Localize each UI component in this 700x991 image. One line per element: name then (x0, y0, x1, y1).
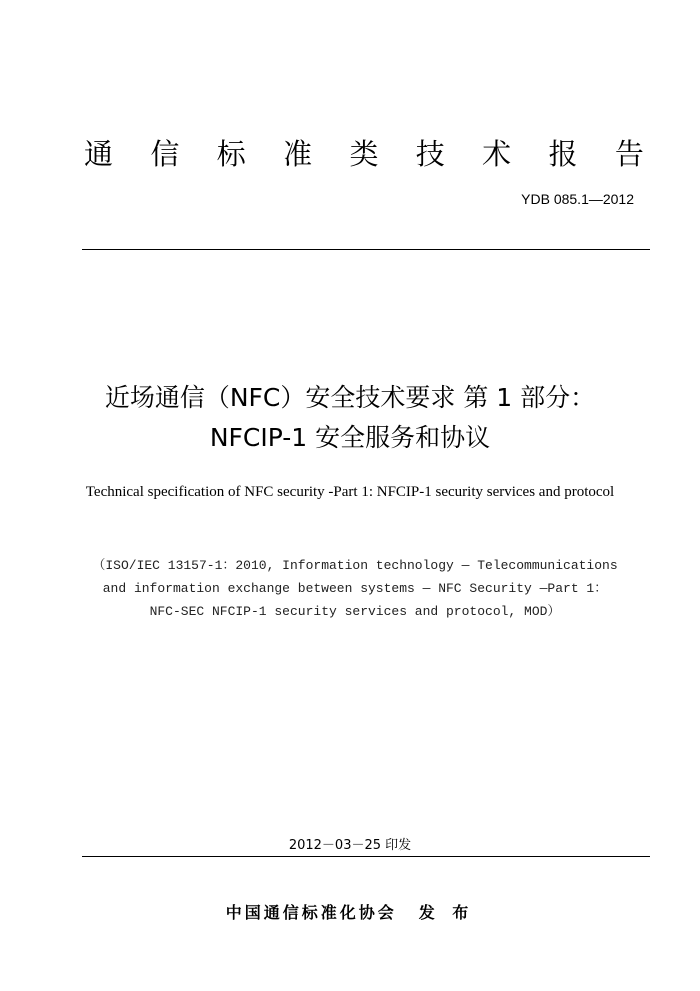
report-type-char: 类 (349, 137, 379, 171)
standard-number: YDB 085.1—2012 (521, 191, 634, 207)
source-standard-line-2: and information exchange between systems — NFC Security —Part 1： (102, 581, 608, 596)
publish-date: 2012－03－25 印发 (288, 838, 412, 853)
issuer-name: 中国通信标准化协会 (225, 903, 397, 922)
report-type-char: 告 (614, 137, 644, 171)
chinese-title (40, 378, 660, 458)
source-standard (60, 554, 650, 623)
footer-divider (82, 856, 650, 857)
header-divider (82, 249, 650, 250)
english-title: Technical specification of NFC security -Part 1: NFCIP-1 security services and protocol (85, 484, 615, 500)
report-type-heading (84, 136, 644, 172)
report-type-char: 信 (150, 137, 180, 171)
report-type-char: 准 (283, 137, 313, 171)
source-standard-line-1: （ISO/IEC 13157-1：2010, Information technology — Telecommunications (92, 558, 618, 573)
chinese-title-line-1: 近场通信（NFC）安全技术要求 第 1 部分： (104, 383, 596, 412)
report-type-char: 技 (415, 137, 445, 171)
report-type-char: 报 (548, 137, 578, 171)
report-type-char: 标 (216, 137, 246, 171)
issue-action: 发 布 (418, 903, 475, 922)
issuer-line (150, 902, 550, 924)
source-standard-line-3: NFC-SEC NFCIP-1 security services and protocol, MOD） (149, 604, 561, 619)
chinese-title-line-2: NFCIP-1 安全服务和协议 (209, 423, 491, 452)
report-type-char: 术 (482, 137, 512, 171)
report-type-char: 通 (84, 137, 114, 171)
